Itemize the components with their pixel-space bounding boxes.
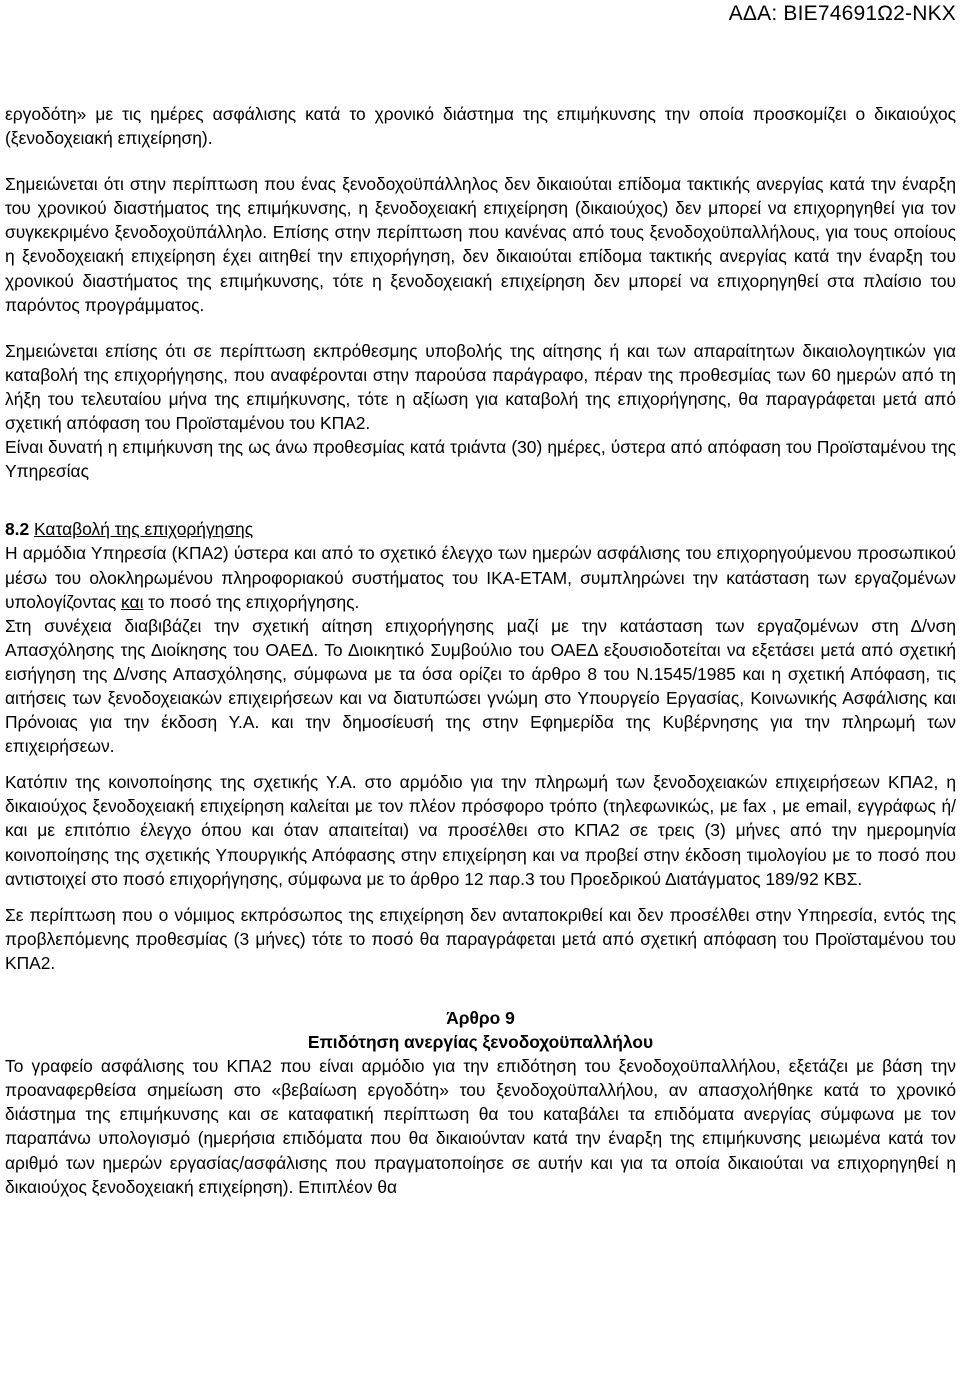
section-number: 8.2	[5, 519, 30, 540]
paragraph-employee-list	[5, 541, 956, 613]
paragraph-unemployment-benefit: Το γραφείο ασφάλισης του ΚΠΑ2 που είναι αρμόδιο για την επιδότηση του ξενοδοχοϋπαλλήλου, εξετάζει με βάση την προαναφερθείσα σημείωση στο «βεβαίωση εργοδότη» του ξενοδοχοϋπαλλήλου, αν απασχολήθηκε κατά το χρονικό διάστημα της επιμήκυνσης και σε καταφατική περίπτωση θα του καταβάλει τα επιδόματα ανεργίας σύμφωνα με τον παραπάνω υπολογισμό (ημερήσια επιδόματα που θα δικαιούνταν κατά την έναρξη της επιμήκυνσης μειωμένα κατά τον αριθμό των ημερών εργασίας/ασφάλισης που πραγματοποίησε σε αυτήν και για τα οποία δικαιούται να επιχορηγηθεί η δικαιούχος ξενοδοχειακή επιχείρηση). Επιπλέον θα	[5, 1056, 956, 1197]
document-ada-code: ΑΔΑ: ΒΙΕ74691Ω2-ΝΚΧ	[728, 2, 956, 25]
paragraph-board-approval: Στη συνέχεια διαβιβάζει την σχετική αίτηση επιχορήγησης μαζί με την κατάσταση των εργαζομένων στη Δ/νση Απασχόλησης της Διοίκησης του ΟΑΕΔ. Το Διοικητικό Συμβούλιο του ΟΑΕΔ εξουσιοδοτείται να εξετάσει μετά από σχετική εισήγηση της Δ/νσης Απασχόλησης, σύμφωνα με τα όσα ορίζει το άρθρο 8 του Ν.1545/1985 και η σχετική Απόφαση, τις αιτήσεις των ξενοδοχειακών επιχειρήσεων και να διατυπώσει γνώμη στο Υπουργείο Εργασίας, Κοινωνικής Ασφάλισης και Πρόνοιας για την έκδοση Υ.Α. και την δημοσίευσή της στην Εφημερίδα της Κυβέρνησης για την πληρωμή των επιχειρήσεων.	[5, 615, 956, 757]
paragraph-deadline-extension: Είναι δυνατή η επιμήκυνση της ως άνω προθεσμίας κατά τριάντα (30) ημέρες, ύστερα από απόφαση του Προϊσταμένου της Υπηρεσίας	[5, 437, 956, 482]
paragraph-employee-list-underlined: και	[121, 591, 144, 612]
paragraph-employer-certificate: εργοδότη» με τις ημέρες ασφάλισης κατά το χρονικό διάστημα της επιμήκυνσης την οποία προσκομίζει ο δικαιούχος (ξενοδοχειακή επιχείρηση).	[5, 104, 956, 149]
document-body	[5, 102, 956, 1199]
paragraph-representative-absence: Σε περίπτωση που ο νόμιμος εκπρόσωπος της επιχείρηση δεν ανταποκριθεί και δεν προσέλθει στην Υπηρεσία, εντός της προβλεπόμενης προθεσμίας (3 μήνες) τότε το ποσό θα παραγράφεται μετά από σχετική απόφαση του Προϊσταμένου του ΚΠΑ2.	[5, 904, 956, 973]
paragraph-employee-list-text: Η αρμόδια Υπηρεσία (ΚΠΑ2) ύστερα και από το σχετικό έλεγχο των ημερών ασφάλισης του επιχορηγούμενου προσωπικού μέσω του ολοκληρωμένου πληροφοριακού συστήματος του ΙΚΑ-ΕΤΑΜ, συμπληρώνει την κατάσταση των εργαζομένων υπολογίζοντας	[5, 543, 956, 612]
paragraph-employee-list-end: το ποσό της επιχορήγησης.	[148, 591, 360, 612]
paragraph-late-submission: Σημειώνεται επίσης ότι σε περίπτωση εκπρόθεσμης υποβολής της αίτησης ή και των απαραίτητων δικαιολογητικών για καταβολή της επιχορήγησης, που αναφέρονται στην παρούσα παράγραφο, πέραν της προθεσμίας των 60 ημερών από τη λήξη του τελευταίου μήνα της επιμήκυνσης, τότε η αξίωση για καταβολή της επιχορήγησης, θα παραγράφεται μετά από σχετική απόφαση του Προϊσταμένου του ΚΠΑ2.	[5, 340, 956, 434]
section-heading-8-2	[5, 517, 956, 541]
article-number: Άρθρο 9	[446, 1008, 515, 1028]
article-title: Επιδότηση ανεργίας ξενοδοχοϋπαλλήλου	[307, 1032, 654, 1053]
paragraph-unemployment-eligibility: Σημειώνεται ότι στην περίπτωση που ένας ξενοδοχοϋπάλληλος δεν δικαιούται επίδομα τακτικής ανεργίας κατά την έναρξη του χρονικού διαστήματος της επιμήκυνσης, η ξενοδοχειακή επιχείρηση (δικαιούχος) δεν μπορεί να επιχορηγηθεί για τον συγκεκριμένο ξενοδοχοϋπάλληλο. Επίσης στην περίπτωση που κανένας από τους ξενοδοχοϋπαλλήλους, για τους οποίους η ξενοδοχειακή επιχείρηση έχει αιτηθεί την επιχορήγηση, δεν δικαιούται επίδομα τακτικής ανεργίας κατά την έναρξη του χρονικού διαστήματος της επιμήκυνσης, τότε η ξενοδοχειακή επιχείρηση δεν μπορεί να επιχορηγηθεί στα πλαίσιο του παρόντος προγράμματος.	[5, 174, 956, 315]
paragraph-payment-procedure: Κατόπιν της κοινοποίησης της σχετικής Υ.Α. στο αρμόδιο για την πληρωμή των ξενοδοχειακών επιχειρήσεων ΚΠΑ2, η δικαιούχος ξενοδοχειακή επιχείρηση καλείται με τον πλέον πρόσφορο τρόπο (τηλεφωνικώς, με fax , με email, εγγράφως ή/και με επιτόπιο έλεγχο όπου και όταν απαιτείται) να προσέλθει στο ΚΠΑ2 σε τρεις (3) μήνες από την ημερομηνία κοινοποίησης της σχετικής Υπουργικής Απόφασης στην επιχείρηση και να προβεί στην έκδοση τιμολογίου με το ποσό που αντιστοιχεί στο ποσό επιχορήγησης, σύμφωνα με το άρθρο 12 παρ.3 του Προεδρικού Διατάγματος 189/92 ΚΒΣ.	[5, 772, 956, 889]
section-title: Καταβολή της επιχορήγησης	[34, 519, 254, 540]
